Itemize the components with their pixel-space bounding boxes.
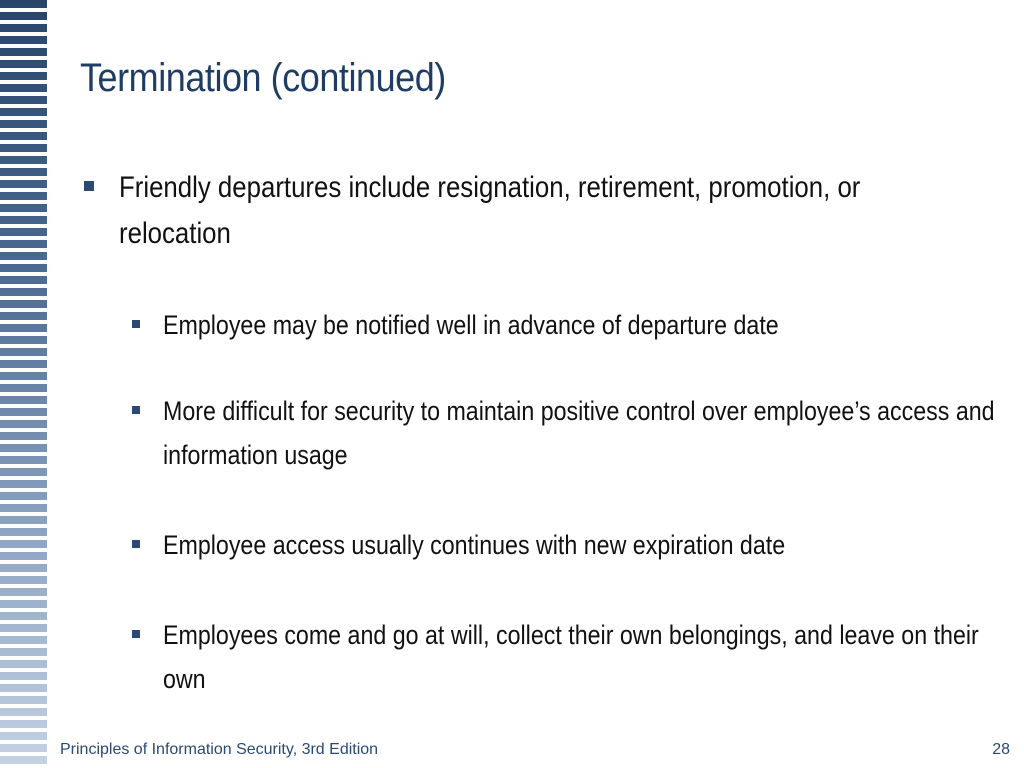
slide-title: Termination (continued) [80, 56, 446, 100]
square-bullet-icon [132, 540, 140, 548]
footer-course-title: Principles of Information Security, 3rd Edition [60, 741, 379, 758]
footer-page-number: 28 [992, 741, 1010, 758]
square-bullet-icon [84, 181, 94, 191]
bullet-item [84, 165, 939, 257]
bullet-list [84, 165, 1004, 701]
sub-bullet-text: Employees come and go at will, collect their own belongings, and leave on their own [163, 620, 979, 694]
side-stripe-decoration [0, 0, 50, 768]
sub-bullet-item [132, 613, 1023, 701]
sub-bullet-item [132, 389, 1023, 477]
sub-bullet-text: Employee may be notified well in advance of departure date [163, 310, 779, 340]
square-bullet-icon [132, 406, 140, 414]
square-bullet-icon [132, 320, 140, 328]
sub-bullet-text: More difficult for security to maintain positive control over employee’s access and information usage [163, 396, 995, 470]
sub-bullet-item [132, 303, 1023, 347]
sub-bullet-text: Employee access usually continues with new expiration date [163, 530, 786, 560]
square-bullet-icon [132, 630, 140, 638]
sub-bullet-item [132, 523, 1023, 567]
bullet-text: Friendly departures include resignation, retirement, promotion, or relocation [119, 171, 861, 250]
